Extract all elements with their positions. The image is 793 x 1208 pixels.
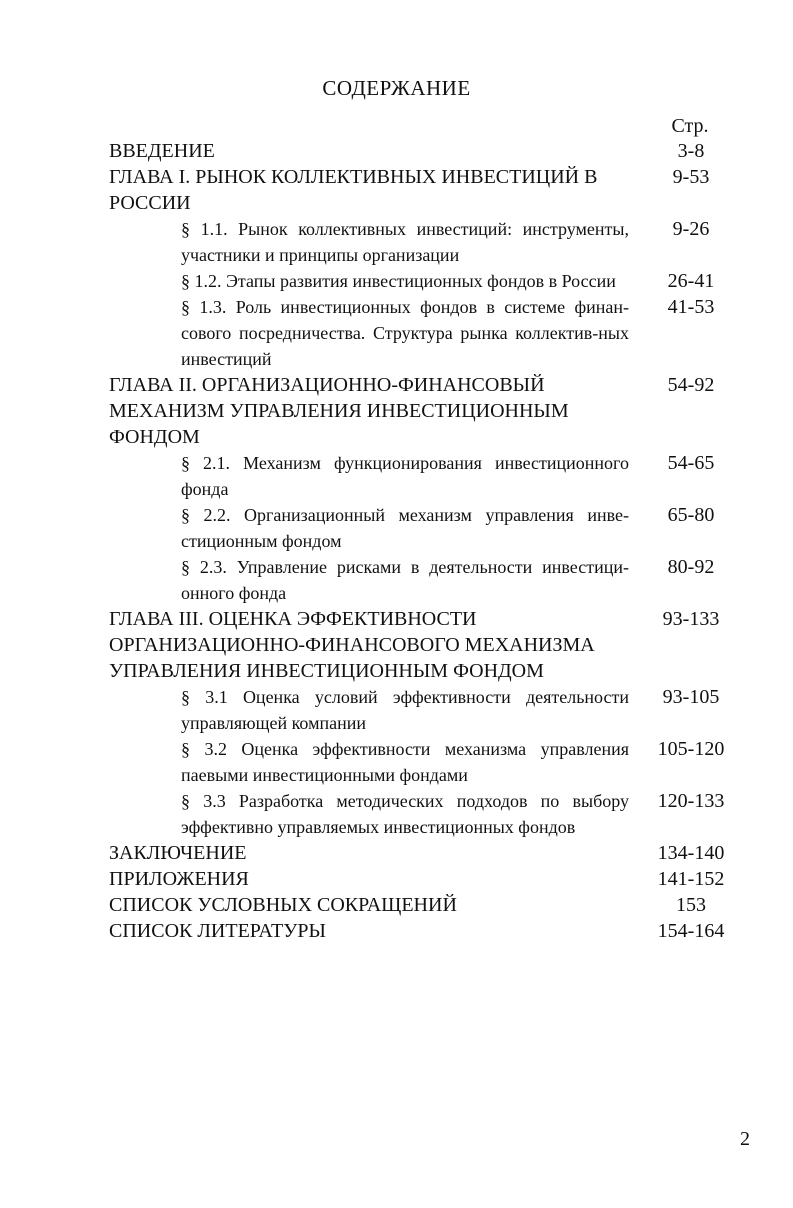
toc-entry-text: § 1.3. Роль инвестиционных фондов в системе финан-сового посредничества. Структура рынка коллектив-ных инвестиций — [181, 297, 629, 369]
toc-entry-text: ЗАКЛЮЧЕНИЕ — [109, 842, 247, 864]
toc-entry-section-1-3 — [109, 294, 727, 372]
toc-entry-text: ВВЕДЕНИЕ — [109, 140, 215, 162]
toc-entry-chapter-3 — [109, 606, 727, 684]
toc-entry-pages: 9-53 — [672, 166, 710, 188]
toc-entry-text: § 2.1. Механизм функционирования инвестиционного фонда — [181, 453, 629, 499]
toc-entry-text: § 3.2 Оценка эффективности механизма управления паевыми инвестиционными фондами — [181, 739, 629, 785]
toc-entry-text: § 2.3. Управление рисками в деятельности инвестици-онного фонда — [181, 557, 629, 603]
toc-entry-section-2-3 — [109, 554, 727, 606]
toc-entry-text: § 3.3 Разработка методических подходов по выбору эффективно управляемых инвестиционных фондов — [181, 791, 629, 837]
toc-title: СОДЕРЖАНИЕ — [322, 76, 471, 100]
toc-entry-pages: 80-92 — [667, 556, 715, 578]
toc-entry-pages: 120-133 — [657, 790, 725, 812]
toc-entry-text: ГЛАВА II. ОРГАНИЗАЦИОННО-ФИНАНСОВЫЙ МЕХАНИЗМ УПРАВЛЕНИЯ ИНВЕСТИЦИОННЫМ ФОНДОМ — [109, 374, 569, 448]
toc-entry-introduction — [109, 138, 727, 164]
toc-entry-section-1-2 — [109, 268, 727, 294]
toc-entry-text: § 2.2. Организационный механизм управления инве-стиционным фондом — [181, 505, 629, 551]
toc-entry-text: СПИСОК УСЛОВНЫХ СОКРАЩЕНИЙ — [109, 894, 457, 916]
toc-entry-chapter-2 — [109, 372, 727, 450]
toc-entry-pages: 54-65 — [667, 452, 715, 474]
toc-entry-section-3-2 — [109, 736, 727, 788]
toc-entry-section-1-1 — [109, 216, 727, 268]
toc-entry-text: § 3.1 Оценка условий эффективности деятельности управляющей компании — [181, 687, 629, 733]
toc-entry-pages: 134-140 — [657, 842, 725, 864]
toc-entry-text: ГЛАВА III. ОЦЕНКА ЭФФЕКТИВНОСТИ ОРГАНИЗАЦИОННО-ФИНАНСОВОГО МЕХАНИЗМА УПРАВЛЕНИЯ ИНВЕСТИЦИОННЫМ ФОНДОМ — [109, 608, 595, 682]
toc-entry-conclusion — [109, 840, 727, 866]
toc-entry-pages: 54-92 — [667, 374, 715, 396]
toc-entry-section-3-1 — [109, 684, 727, 736]
toc-entry-chapter-1 — [109, 164, 727, 216]
toc-entry-pages: 93-105 — [662, 686, 720, 708]
toc-entry-pages: 65-80 — [667, 504, 715, 526]
toc-entry-section-3-3 — [109, 788, 727, 840]
toc-entry-abbreviations — [109, 892, 727, 918]
pages-column-header: Стр. — [671, 115, 709, 137]
toc-entry-pages: 141-152 — [657, 868, 725, 890]
toc-entry-pages: 93-133 — [662, 608, 720, 630]
page-number: 2 — [740, 1128, 750, 1150]
toc-entry-text: § 1.2. Этапы развития инвестиционных фондов в России — [181, 271, 616, 291]
toc-entry-section-2-2 — [109, 502, 727, 554]
toc-entry-text: ПРИЛОЖЕНИЯ — [109, 868, 249, 890]
toc-entry-pages: 154-164 — [657, 920, 725, 942]
toc-entry-pages: 41-53 — [667, 296, 715, 318]
toc-entry-section-2-1 — [109, 450, 727, 502]
toc-entry-pages: 105-120 — [657, 738, 725, 760]
toc-entry-text: § 1.1. Рынок коллективных инвестиций: инструменты, участники и принципы организации — [181, 219, 629, 265]
toc-entry-appendices — [109, 866, 727, 892]
toc-entry-bibliography — [109, 918, 727, 944]
toc-entry-text: СПИСОК ЛИТЕРАТУРЫ — [109, 920, 326, 942]
toc-entry-pages: 3-8 — [677, 140, 705, 162]
toc-entry-pages: 9-26 — [672, 218, 710, 240]
toc-entry-pages: 153 — [676, 894, 706, 916]
toc-entry-pages: 26-41 — [667, 270, 715, 292]
table-of-contents — [109, 138, 727, 944]
toc-entry-text: ГЛАВА I. РЫНОК КОЛЛЕКТИВНЫХ ИНВЕСТИЦИЙ В РОССИИ — [109, 166, 598, 214]
